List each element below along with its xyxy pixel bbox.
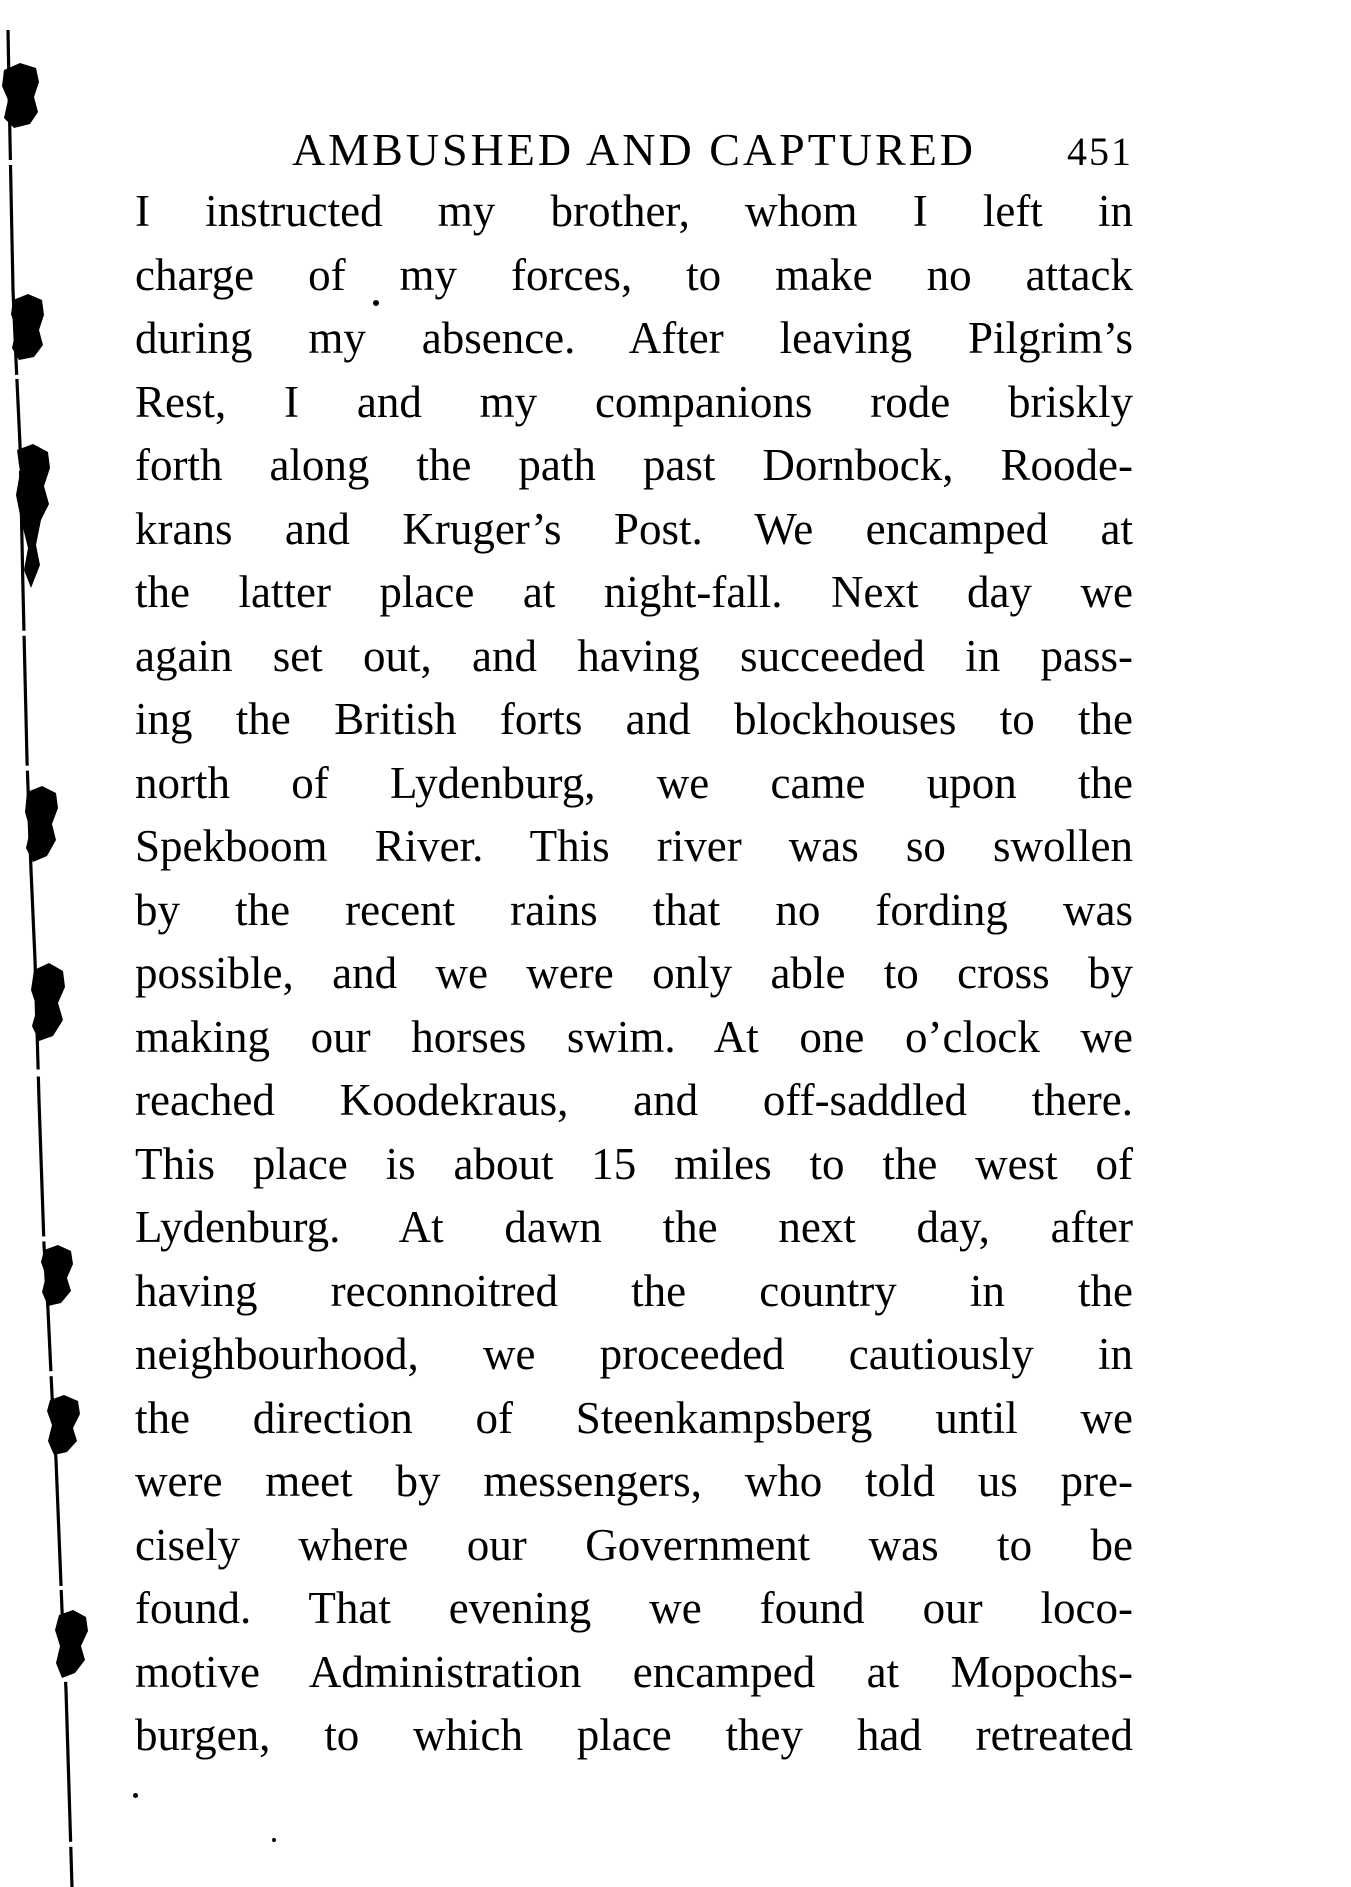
running-head-title: AMBUSHED AND CAPTURED	[291, 124, 977, 175]
text-line: charge of my forces, to make no attack	[135, 249, 1133, 300]
text-line: Rest, I and my companions rode briskly	[135, 376, 1133, 427]
text-line: were meet by messengers, who told us pre-	[135, 1456, 1133, 1506]
binding-ink-artifacts	[0, 0, 140, 1887]
ink-blob	[16, 444, 50, 588]
ink-blob	[55, 1610, 88, 1678]
text-line: found. That evening we found our loco-	[135, 1583, 1133, 1633]
text-line: This place is about 15 miles to the west of	[135, 1138, 1133, 1189]
text-line: cisely where our Government was to be	[135, 1519, 1133, 1570]
text-line: krans and Kruger’s Post. We encamped at	[135, 503, 1133, 554]
page-number: 451	[1067, 129, 1133, 174]
text-line: making our horses swim. At one o’clock we	[135, 1011, 1133, 1062]
ink-blob	[25, 786, 58, 862]
text-line: burgen, to which place they had retreated	[135, 1710, 1133, 1760]
text-line: the latter place at night-fall. Next day we	[135, 567, 1133, 617]
text-line: having reconnoitred the country in the	[135, 1265, 1133, 1316]
page-body	[135, 180, 1133, 1768]
ink-blob	[31, 963, 65, 1041]
text-line: Lydenburg. At dawn the next day, after	[135, 1202, 1133, 1252]
text-line: reached Koodekraus, and off-saddled there.	[135, 1075, 1133, 1125]
text-line: during my absence. After leaving Pilgrim’s	[135, 313, 1133, 363]
ink-speck	[133, 1793, 138, 1798]
text-line: Spekboom River. This river was so swollen	[135, 821, 1133, 871]
ink-speck	[373, 300, 379, 306]
text-line: the direction of Steenkampsberg until we	[135, 1392, 1133, 1443]
text-line: forth along the path past Dornbock, Roode-	[135, 440, 1133, 490]
text-line: I instructed my brother, whom I left in	[135, 186, 1133, 236]
ink-blob	[11, 294, 44, 360]
text-line: by the recent rains that no fording was	[135, 884, 1133, 935]
ink-speck	[272, 1838, 276, 1842]
text-line: motive Administration encamped at Mopochs-	[135, 1646, 1133, 1697]
text-line: again set out, and having succeeded in pass-	[135, 630, 1133, 681]
page-header	[135, 122, 1133, 182]
text-line: neighbourhood, we proceeded cautiously in	[135, 1329, 1133, 1379]
text-line: north of Lydenburg, we came upon the	[135, 757, 1133, 808]
ink-blob	[41, 1245, 73, 1306]
binding-crease-line	[8, 30, 72, 1887]
ink-blob	[47, 1395, 80, 1455]
text-line: possible, and we were only able to cross by	[135, 948, 1133, 998]
text-line: ing the British forts and blockhouses to the	[135, 694, 1133, 744]
ink-blob	[2, 63, 39, 128]
